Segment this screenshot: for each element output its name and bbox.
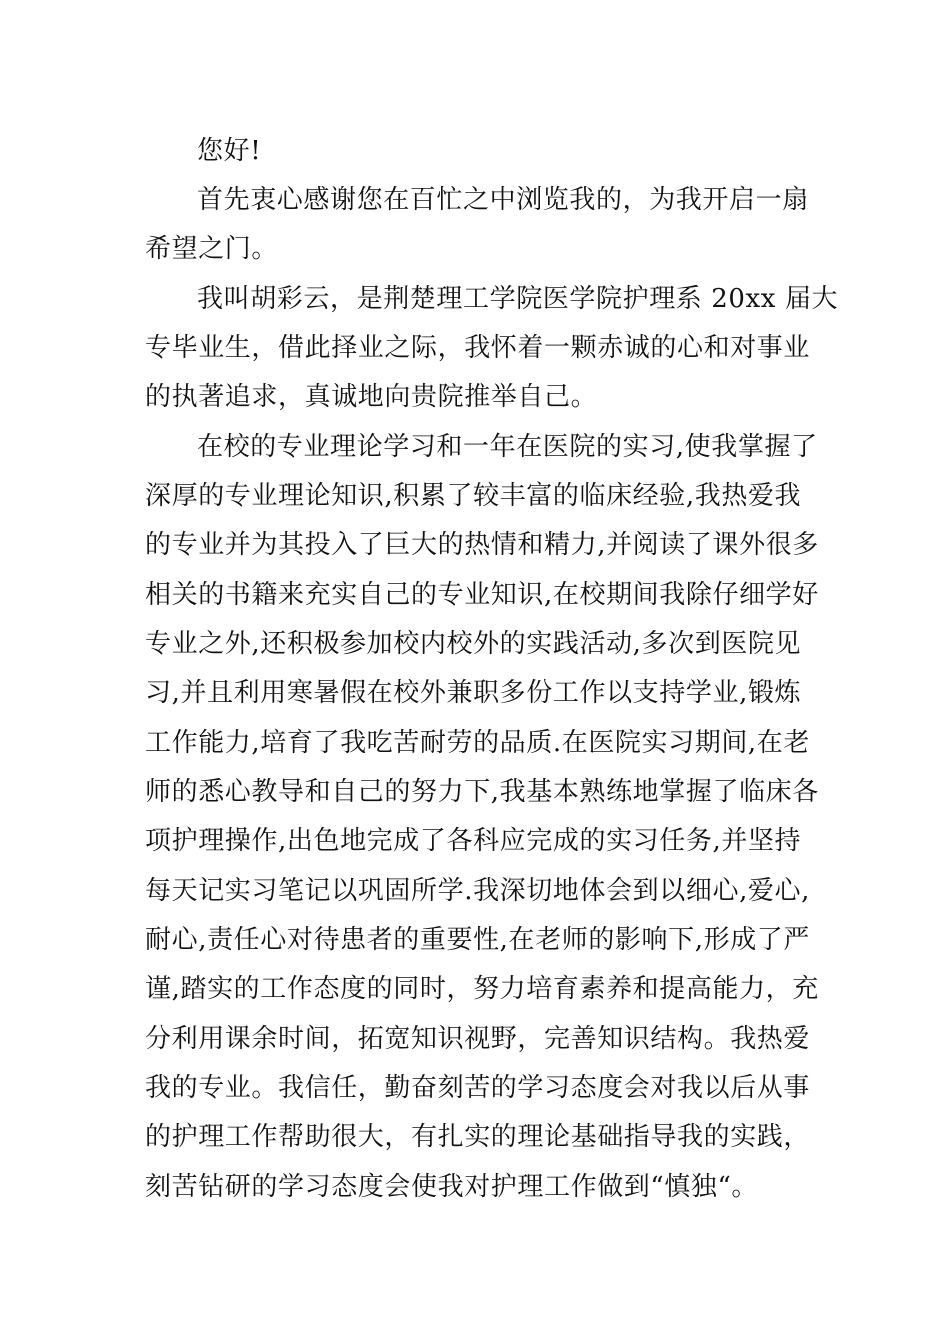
text-line: 首先衷心感谢您在百忙之中浏览我的，为我开启一扇 <box>197 185 809 215</box>
text-line: 专业之外,还积极参加校内校外的实践活动,多次到医院见 <box>145 629 802 659</box>
text-line: 我的专业。我信任，勤奋刻苦的学习态度会对我以后从事 <box>145 1073 811 1103</box>
text-line: 工作能力,培育了我吃苦耐劳的品质.在医院实习期间,在老 <box>145 728 810 758</box>
text-line: 刻苦钻研的学习态度会使我对护理工作做到“慎独“。 <box>145 1172 758 1202</box>
text-line: 每天记实习笔记以巩固所学.我深切地体会到以细心,爱心, <box>145 876 810 906</box>
text-line: 的护理工作帮助很大，有扎实的理论基础指导我的实践， <box>145 1122 811 1152</box>
text-line: 深厚的专业理论知识,积累了较丰富的临床经验,我热爱我 <box>145 481 802 511</box>
greeting-line: 您好! <box>197 136 262 166</box>
text-line: 谨,踏实的工作态度的同时，努力培育素养和提高能力，充 <box>145 974 819 1004</box>
text-line: 项护理操作,出色地完成了各科应完成的实习任务,并坚持 <box>145 826 802 856</box>
text-line: 专毕业生，借此择业之际，我怀着一颗赤诚的心和对事业 <box>145 333 811 363</box>
text-line: 耐心,责任心对待患者的重要性,在老师的影响下,形成了严 <box>145 925 810 955</box>
text-line: 在校的专业理论学习和一年在医院的实习,使我掌握了 <box>197 432 818 462</box>
text-line: 希望之门。 <box>145 234 279 264</box>
text-line: 的专业并为其投入了巨大的热情和精力,并阅读了课外很多 <box>145 530 819 560</box>
text-line: 习,并且利用寒暑假在校外兼职多份工作以支持学业,锻炼 <box>145 678 802 708</box>
text-line: 相关的书籍来充实自己的专业知识,在校期间我除仔细学好 <box>145 580 819 610</box>
text-line: 分利用课余时间，拓宽知识视野，完善知识结构。我热爱 <box>145 1024 811 1054</box>
text-line: 的执著追求，真诚地向贵院推举自己。 <box>145 382 598 412</box>
text-line: 我叫胡彩云，是荆楚理工学院医学院护理系 20xx 届大 <box>197 284 839 314</box>
text-line: 师的悉心教导和自己的努力下,我基本熟练地掌握了临床各 <box>145 777 819 807</box>
